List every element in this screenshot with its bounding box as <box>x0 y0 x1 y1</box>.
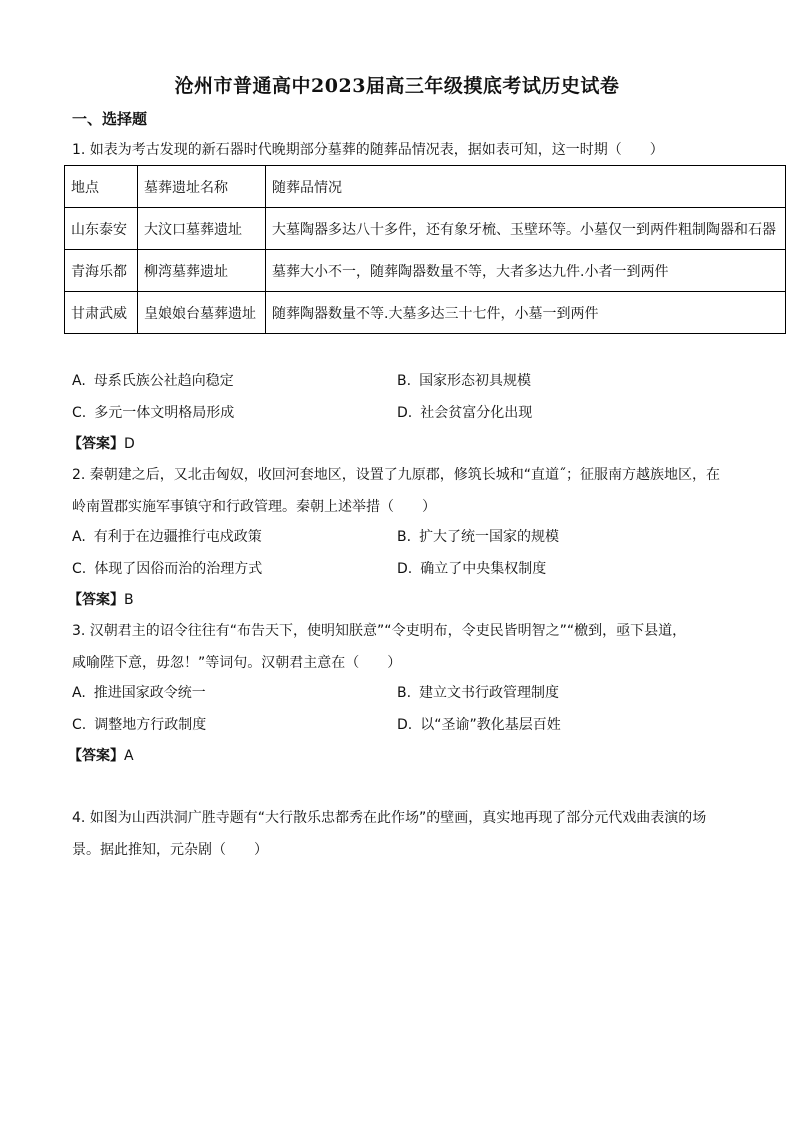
table-header-cell: 地点 <box>65 166 138 208</box>
option-text: 建立文书行政管理制度 <box>419 685 560 701</box>
question-3-option-c <box>72 715 206 735</box>
question-1-option-c <box>72 403 234 423</box>
question-1-option-b <box>397 371 531 391</box>
option-letter: C. <box>72 717 87 733</box>
option-text: 扩大了统一国家的规模 <box>419 529 560 545</box>
question-3-answer <box>68 746 134 766</box>
option-letter: C. <box>72 405 87 421</box>
table-cell-location: 甘肃武威 <box>65 292 138 334</box>
question-3-stem-line-1: 3. 汉朝君主的诏令往往有“布告天下，使明知朕意”“令吏明布，令吏民皆明智之”“檄到，亟下县道， <box>72 623 687 639</box>
question-2-option-c <box>72 559 262 579</box>
question-2-stem-line-2: 岭南置郡实施军事镇守和行政管理。秦朝上述举措（ ） <box>72 499 436 515</box>
answer-label: 【答案】 <box>68 436 124 452</box>
option-letter: D. <box>397 561 413 577</box>
answer-value: A <box>124 748 134 764</box>
question-2-stem-line-1: 2. 秦朝建之后，又北击匈奴，收回河套地区，设置了九原郡，修筑长城和“直道˝；征服南方越族地区，在 <box>72 467 721 483</box>
option-text: 国家形态初具规模 <box>419 373 532 389</box>
table-cell-location: 山东泰安 <box>65 208 138 250</box>
option-letter: B. <box>397 685 412 701</box>
option-letter: A. <box>72 373 86 389</box>
table-header-row <box>65 166 786 208</box>
question-2-option-a <box>72 527 262 547</box>
option-text: 社会贫富分化出现 <box>420 405 533 421</box>
table-cell-location: 青海乐都 <box>65 250 138 292</box>
option-text: 多元一体文明格局形成 <box>94 405 235 421</box>
question-1-option-a <box>72 371 234 391</box>
table-header-cell: 随葬品情况 <box>266 166 786 208</box>
option-letter: C. <box>72 561 87 577</box>
table-cell-site: 皇娘娘台墓葬遗址 <box>138 292 266 334</box>
answer-value: B <box>124 592 134 608</box>
answer-label: 【答案】 <box>68 748 124 764</box>
option-text: 母系氏族公社趋向稳定 <box>93 373 234 389</box>
question-3-option-a <box>72 683 206 703</box>
answer-value: D <box>124 436 135 452</box>
question-2-option-b <box>397 527 559 547</box>
question-3-option-b <box>397 683 559 703</box>
question-4-stem-line-1: 4. 如图为山西洪洞广胜寺题有“大行散乐忠都秀在此作场”的壁画，真实地再现了部分元代戏曲表演的场 <box>72 810 707 826</box>
option-text: 确立了中央集权制度 <box>420 561 547 577</box>
question-2-option-d <box>397 559 546 579</box>
question-3-option-d <box>397 715 561 735</box>
option-letter: A. <box>72 685 86 701</box>
option-text: 有利于在边疆推行屯戍政策 <box>93 529 262 545</box>
question-3-stem-line-2: 咸喻陛下意，毋忽！”等词句。汉朝君主意在（ ） <box>72 655 402 671</box>
question-4-stem-line-2: 景。据此推知，元杂剧（ ） <box>72 842 268 858</box>
option-letter: A. <box>72 529 86 545</box>
burial-goods-table <box>64 165 786 334</box>
option-letter: B. <box>397 373 412 389</box>
table-header-cell: 墓葬遗址名称 <box>138 166 266 208</box>
answer-label: 【答案】 <box>68 592 124 608</box>
question-1-answer <box>68 434 135 454</box>
table-row <box>65 208 786 250</box>
table-cell-goods: 墓葬大小不一，随葬陶器数量不等，大者多达九件.小者一到两件 <box>266 250 786 292</box>
table-row <box>65 292 786 334</box>
question-1-stem: 1. 如表为考古发现的新石器时代晚期部分墓葬的随葬品情况表，据如表可知，这一时期（ ） <box>72 142 664 158</box>
exam-title: 沧州市普通高中2023届高三年级摸底考试历史试卷 <box>174 75 620 97</box>
table-cell-goods: 随葬陶器数量不等.大墓多达三十七件，小墓一到两件 <box>266 292 786 334</box>
option-letter: D. <box>397 405 413 421</box>
option-text: 调整地方行政制度 <box>94 717 207 733</box>
option-text: 推进国家政令统一 <box>93 685 206 701</box>
section-heading: 一、选择题 <box>72 110 148 128</box>
option-text: 体现了因俗而治的治理方式 <box>94 561 263 577</box>
table-cell-goods: 大墓陶器多达八十多件，还有象牙梳、玉壁环等。小墓仅一到两件粗制陶器和石器 <box>266 208 786 250</box>
question-2-answer <box>68 590 134 610</box>
option-letter: B. <box>397 529 412 545</box>
table-row <box>65 250 786 292</box>
option-text: 以“圣谕”教化基层百姓 <box>420 717 561 733</box>
table-cell-site: 大汶口墓葬遗址 <box>138 208 266 250</box>
table-cell-site: 柳湾墓葬遗址 <box>138 250 266 292</box>
option-letter: D. <box>397 717 413 733</box>
question-1-option-d <box>397 403 532 423</box>
